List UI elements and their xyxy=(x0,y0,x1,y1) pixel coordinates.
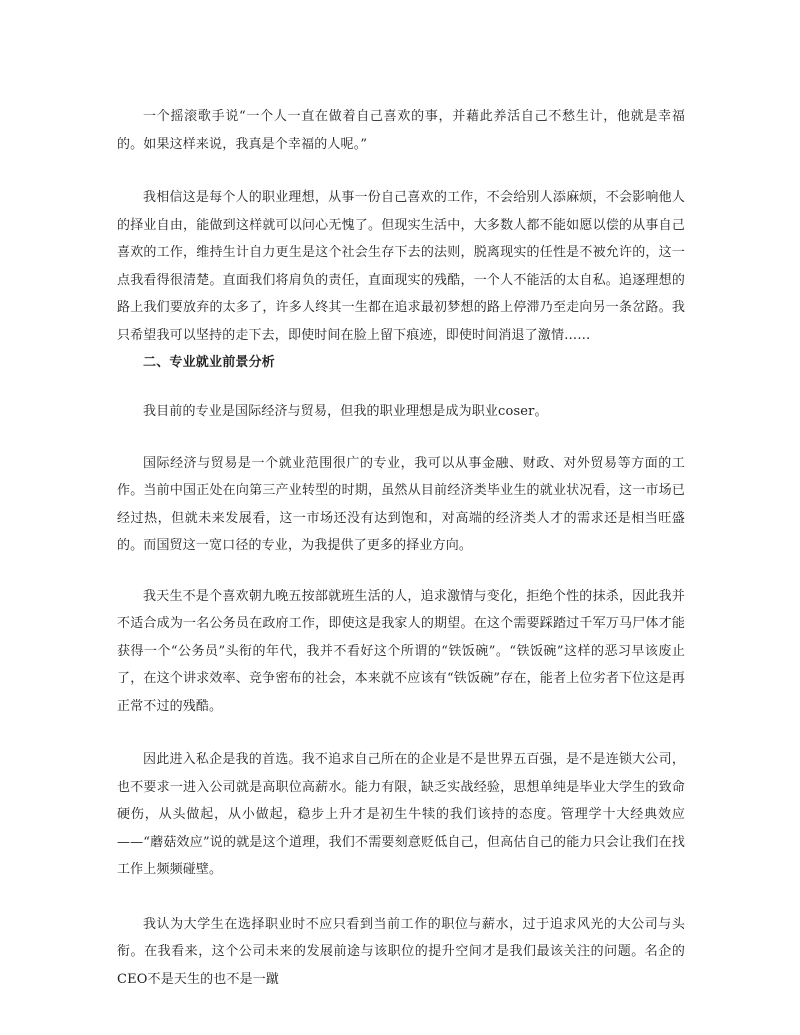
section-heading: 二、专业就业前景分析 xyxy=(143,355,276,370)
paragraph-private-enterprise: 因此进入私企是我的首选。我不追求自己所在的企业是不是世界五百强，是不是连锁大公司，也不要求一进入公司就是高职位高薪水。能力有限，缺乏实战经验，思想单纯是毕业大学生的致命硬伤，从头做起，从小做起，稳步上升才是初生牛犊的我们该持的态度。管理学十大经典效应——“蘑菇效应”说的就是这个道理，我们不需要刻意贬低自己，但高估自己的能力只会让我们在找工作上频频碰壁。 xyxy=(117,752,685,877)
paragraph-career-ideal: 我相信这是每个人的职业理想，从事一份自己喜欢的工作，不会给别人添麻烦，不会影响他人的择业自由，能做到这样就可以问心无愧了。但现实生活中，大多数人都不能如愿以偿的从事自己喜欢的工作，维持生计自力更生是这个社会生存下去的法则，脱离现实的任性是不被允许的，这一点我看得很清楚。直面我们将肩负的责任，直面现实的残酷，一个人不能活的太自私。追逐理想的路上我们要放弃的太多了，许多人终其一生都在追求最初梦想的路上停滞乃至走向另一条岔路。我只希望我可以坚持的走下去，即使时间在脸上留下痕迹，即使时间消退了激情…… xyxy=(117,190,685,343)
paragraph-not-civil-servant: 我天生不是个喜欢朝九晚五按部就班生活的人，追求激情与变化，拒绝个性的抹杀，因此我并不适合成为一名公务员在政府工作，即使这是我家人的期望。在这个需要踩踏过千军万马尸体才能获得一个“公务员”头衔的年代，我并不看好这个所谓的“铁饭碗”。“铁饭碗”这样的恶习早该废止了，在这个讲求效率、竞争密布的社会，本来就不应该有“铁饭碗”存在，能者上位劣者下位这是再正常不过的残酷。 xyxy=(117,588,685,714)
paragraph-trade-prospects: 国际经济与贸易是一个就业范围很广的专业，我可以从事金融、财政、对外贸易等方面的工作。当前中国正处在向第三产业转型的时期，虽然从目前经济类毕业生的就业状况看，这一市场已经过热，但就未来发展看，这一市场还没有达到饱和，对高端的经济类人才的需求还是相当旺盛的。而国贸这一宽口径的专业，为我提供了更多的择业方向。 xyxy=(117,455,685,553)
paragraph-career-choice-advice: 我认为大学生在选择职业时不应只看到当前工作的职位与薪水，过于追求风光的大公司与头衔。在我看来，这个公司未来的发展前途与该职位的提升空间才是我们最该关注的问题。名企的CEO不是天生的也不是一蹴 xyxy=(117,916,685,987)
paragraph-rock-singer-quote: 一个摇滚歌手说“一个人一直在做着自己喜欢的事，并藉此养活自己不愁生计，他就是幸福的。如果这样来说，我真是个幸福的人呢。” xyxy=(117,109,685,152)
paragraph-current-major: 我目前的专业是国际经济与贸易，但我的职业理想是成为职业coser。 xyxy=(143,404,548,419)
document-body xyxy=(117,103,685,993)
